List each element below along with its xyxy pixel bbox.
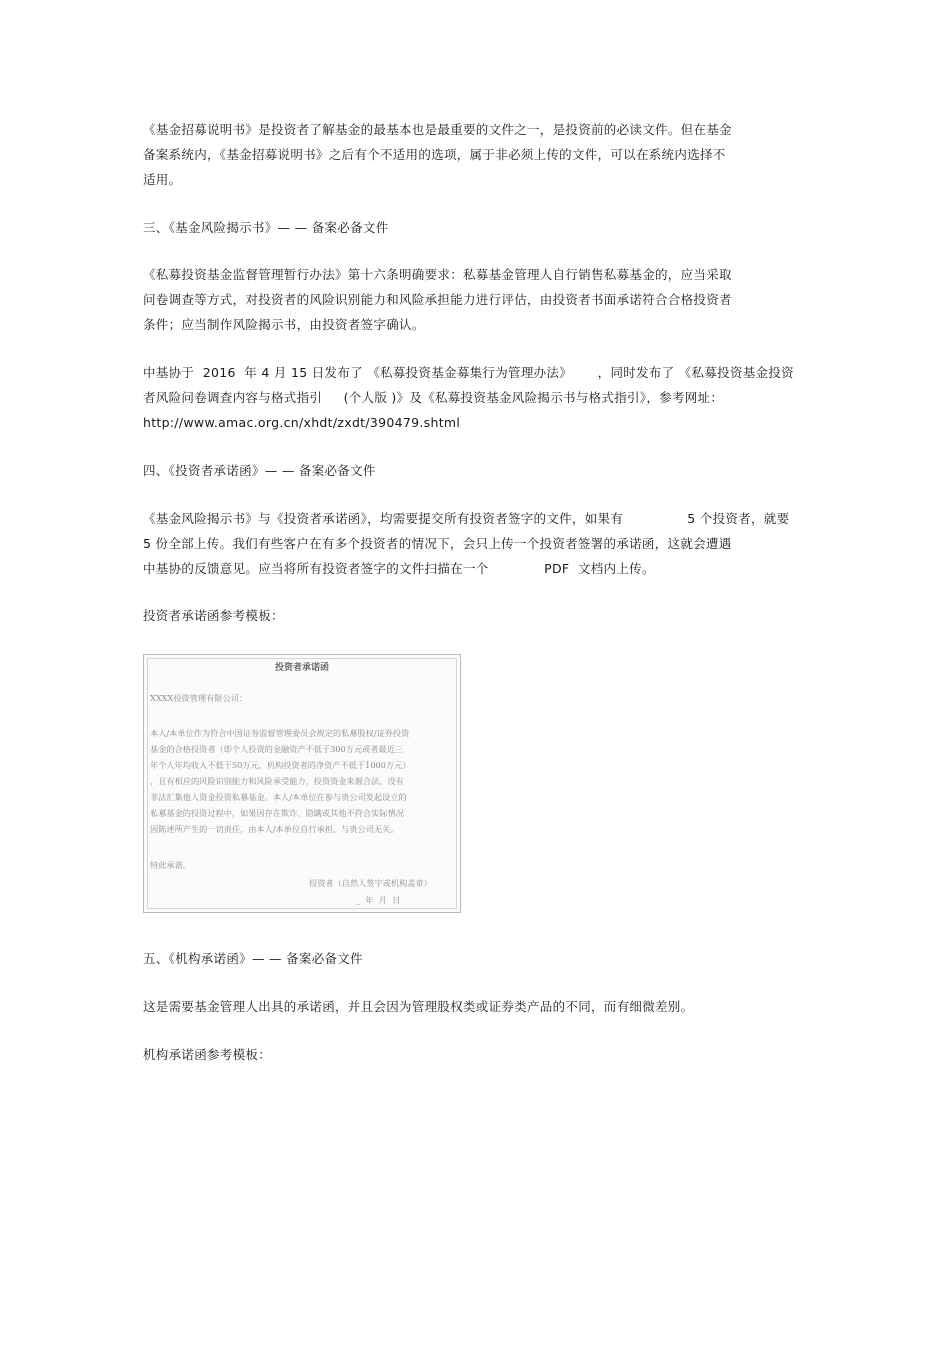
template-body-line: 年个人年均收入不低于50万元，机构投资者的净资产不低于1000万元）	[150, 760, 411, 770]
paragraph-amac-line1: 中基协于 2016 年 4 月 15 日发布了 《私募投资基金募集行为管理办法》 ，同时发布了 《私募投资基金投资	[143, 365, 794, 380]
template-title: 投资者承诺函	[274, 663, 329, 673]
paragraph-signatures-line1: 《基金风险揭示书》与《投资者承诺函》，均需要提交所有投资者签字的文件，如果有 5 个投资者，就要	[143, 511, 790, 526]
template-body-line: 因陈述所产生的一切责任，由本人/本单位自行承担，与贵公司无关。	[150, 824, 399, 834]
paragraph-signatures-line3: 中基协的反馈意见。应当将所有投资者签字的文件扫描在一个 PDF 文档内上传。	[143, 561, 655, 576]
section-heading-investor-commitment: 四、《投资者承诺函》— — 备案必备文件	[143, 463, 376, 478]
template-body-line: 非法汇集他人资金投资私募基金。本人/本单位在参与贵公司发起设立的	[150, 792, 407, 802]
template-signature: 投资者（自然人签字或机构盖章）	[309, 878, 432, 888]
paragraph-regulation-line1: 《私募投资基金监督管理暂行办法》第十六条明确要求：私募基金管理人自行销售私募基金的，应当采取	[143, 267, 732, 282]
paragraph-amac-line2: 者风险问卷调查内容与格式指引 (个人版 )》及《私募投资基金风险揭示书与格式指引》，参考网址：	[143, 390, 724, 405]
paragraph-prospectus-line2: 备案系统内，《基金招募说明书》之后有个不适用的选项，属于非必须上传的文件，可以在系统内选择不	[143, 147, 726, 162]
template-body-line: 本人/本单位作为符合中国证券监督管理委员会规定的私募股权/证券投资	[150, 728, 410, 738]
template-caption-institution: 机构承诺函参考模板：	[143, 1047, 272, 1062]
paragraph-prospectus-line3: 适用。	[143, 172, 182, 187]
section-heading-institution-commitment: 五、《机构承诺函》— — 备案必备文件	[143, 951, 363, 966]
paragraph-institution-commitment: 这是需要基金管理人出具的承诺函，并且会因为管理股权类或证券类产品的不同，而有细微差别。	[143, 999, 694, 1014]
paragraph-signatures-line2: 5 份全部上传。我们有些客户在有多个投资者的情况下，会只上传一个投资者签署的承诺函，这就会遭遇	[143, 536, 732, 551]
template-caption-investor: 投资者承诺函参考模板：	[143, 608, 284, 623]
section-heading-risk-disclosure: 三、《基金风险揭示书》— — 备案必备文件	[143, 220, 389, 235]
template-date: _ 年 月 日	[356, 895, 401, 905]
template-body-line: 私募基金的投资过程中，如果因存在欺诈、隐瞒或其他不符合实际情况	[150, 808, 404, 818]
reference-url[interactable]: http://www.amac.org.cn/xhdt/zxdt/390479.shtml	[143, 415, 461, 430]
template-body-line: 基金的合格投资者（即个人投资的金融资产不低于300万元或者最近三	[150, 744, 404, 754]
template-body-line: ，且有相应的风险识别能力和风险承受能力，投资资金来源合法，没有	[150, 776, 404, 786]
paragraph-regulation-line3: 条件；应当制作风险揭示书，由投资者签字确认。	[143, 317, 425, 332]
template-closing: 特此承诺。	[150, 860, 191, 870]
paragraph-prospectus-line1: 《基金招募说明书》是投资者了解基金的最基本也是最重要的文件之一，是投资前的必读文件。但在基金	[143, 122, 732, 137]
investor-commitment-template-image	[143, 654, 461, 913]
template-salutation: XXXX投资管理有限公司：	[150, 693, 248, 703]
paragraph-regulation-line2: 问卷调查等方式，对投资者的风险识别能力和风险承担能力进行评估，由投资者书面承诺符合合格投资者	[143, 292, 732, 307]
